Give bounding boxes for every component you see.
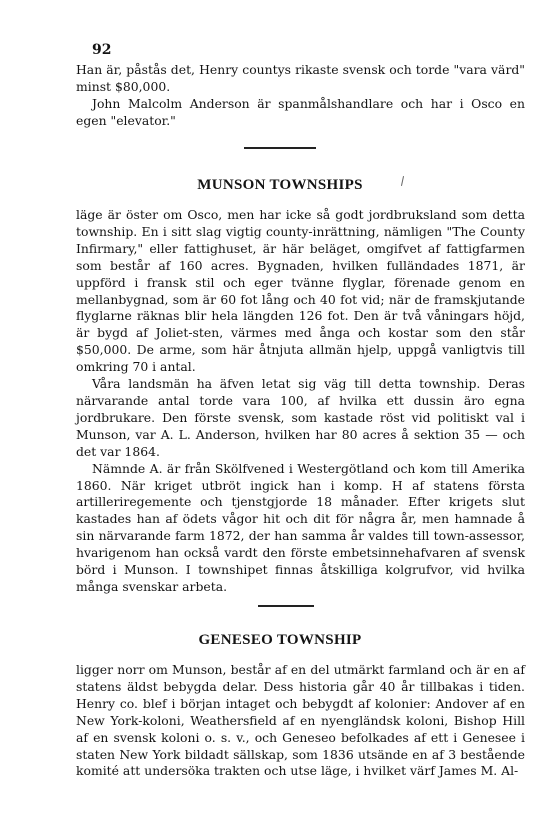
section-divider-1 bbox=[244, 147, 316, 149]
munson-paragraph-3: Nämnde A. är från Skölfvened i Westergötland och kom till Amerika 1860. När kriget utbröt ingick han i komp. H af statens första artilleriregemente och tjenstgjorde 18 månader. Efter krigets slut kastades han af ödets vågor hit och dit för några år, men hamnade å sin närvarande farm 1872, der han samma år valdes till town-assessor, hvarigenom han också vardt den förste embetsinnehafvaren af svensk börd i Munson. I townshipet finnas åtskilliga kolgrufvor, vid hvilka många svenskar arbeta. bbox=[76, 460, 525, 594]
munson-paragraph-1: läge är öster om Osco, men har icke så godt jordbruksland som detta township. En i sitt slag vigtig county-inrättning, nämligen "The County Infirmary," eller fattighuset, är här beläget, omgifvet af fattigfarmen som består af 160 acres. Bygnaden, hvilken fulländades 1871, är uppförd i fransk stil och eger tvänne flyglar, förenade genom en mellanbygnad, som är 60 fot lång och 40 fot vid; när de framskjutande flyglarne räknas blir hela längden 126 fot. Den är två våningars höjd, är bygd af Joliet-sten, värmes med ånga och kostar som den står $50,000. De arme, som här åtnjuta allmän hjelp, uppgå vanligtvis till omkring 70 i antal. bbox=[76, 207, 525, 375]
intro-paragraph-1: Han är, påstås det, Henry countys rikaste svensk och torde "vara värd" minst $80,000. bbox=[76, 62, 525, 94]
intro-text-block bbox=[76, 62, 525, 130]
section-heading-geneseo: GENESEO TOWNSHIP bbox=[198, 632, 362, 648]
section-divider-2 bbox=[258, 605, 314, 607]
intro-paragraph-2: John Malcolm Anderson är spanmålshandlare och har i Osco en egen "elevator." bbox=[76, 95, 525, 128]
page-number: 92 bbox=[92, 42, 112, 58]
munson-text-block bbox=[76, 207, 525, 596]
geneseo-paragraph-1: ligger norr om Munson, består af en del utmärkt farmland och är en af statens äldst bebygda delar. Dess historia går 40 år tillbakas i tiden. Henry co. blef i början intaget och bebygdt af kolonier: Andover af en New York-koloni, Weathersfield af en nyengländsk koloni, Bishop Hill af en svensk koloni o. s. v., och Geneseo befolkades af ett i Genesee i staten New York bildadt sällskap, som 1836 utsände en af 3 bestående komité att undersöka trakten och utse läge, i hvilket värf James M. Al- bbox=[76, 662, 525, 779]
geneseo-text-block bbox=[76, 662, 525, 780]
section-heading-munson: MUNSON TOWNSHIPS bbox=[197, 177, 363, 193]
munson-paragraph-2: Våra landsmän ha äfven letat sig väg till detta township. Deras närvarande antal torde vara 100, af hvilka ett dussin äro egna jordbrukare. Den förste svensk, som kastade röst vid politiskt val i Munson, var A. L. Anderson, hvilken har 80 acres å sektion 35 — och det var 1864. bbox=[76, 376, 525, 459]
